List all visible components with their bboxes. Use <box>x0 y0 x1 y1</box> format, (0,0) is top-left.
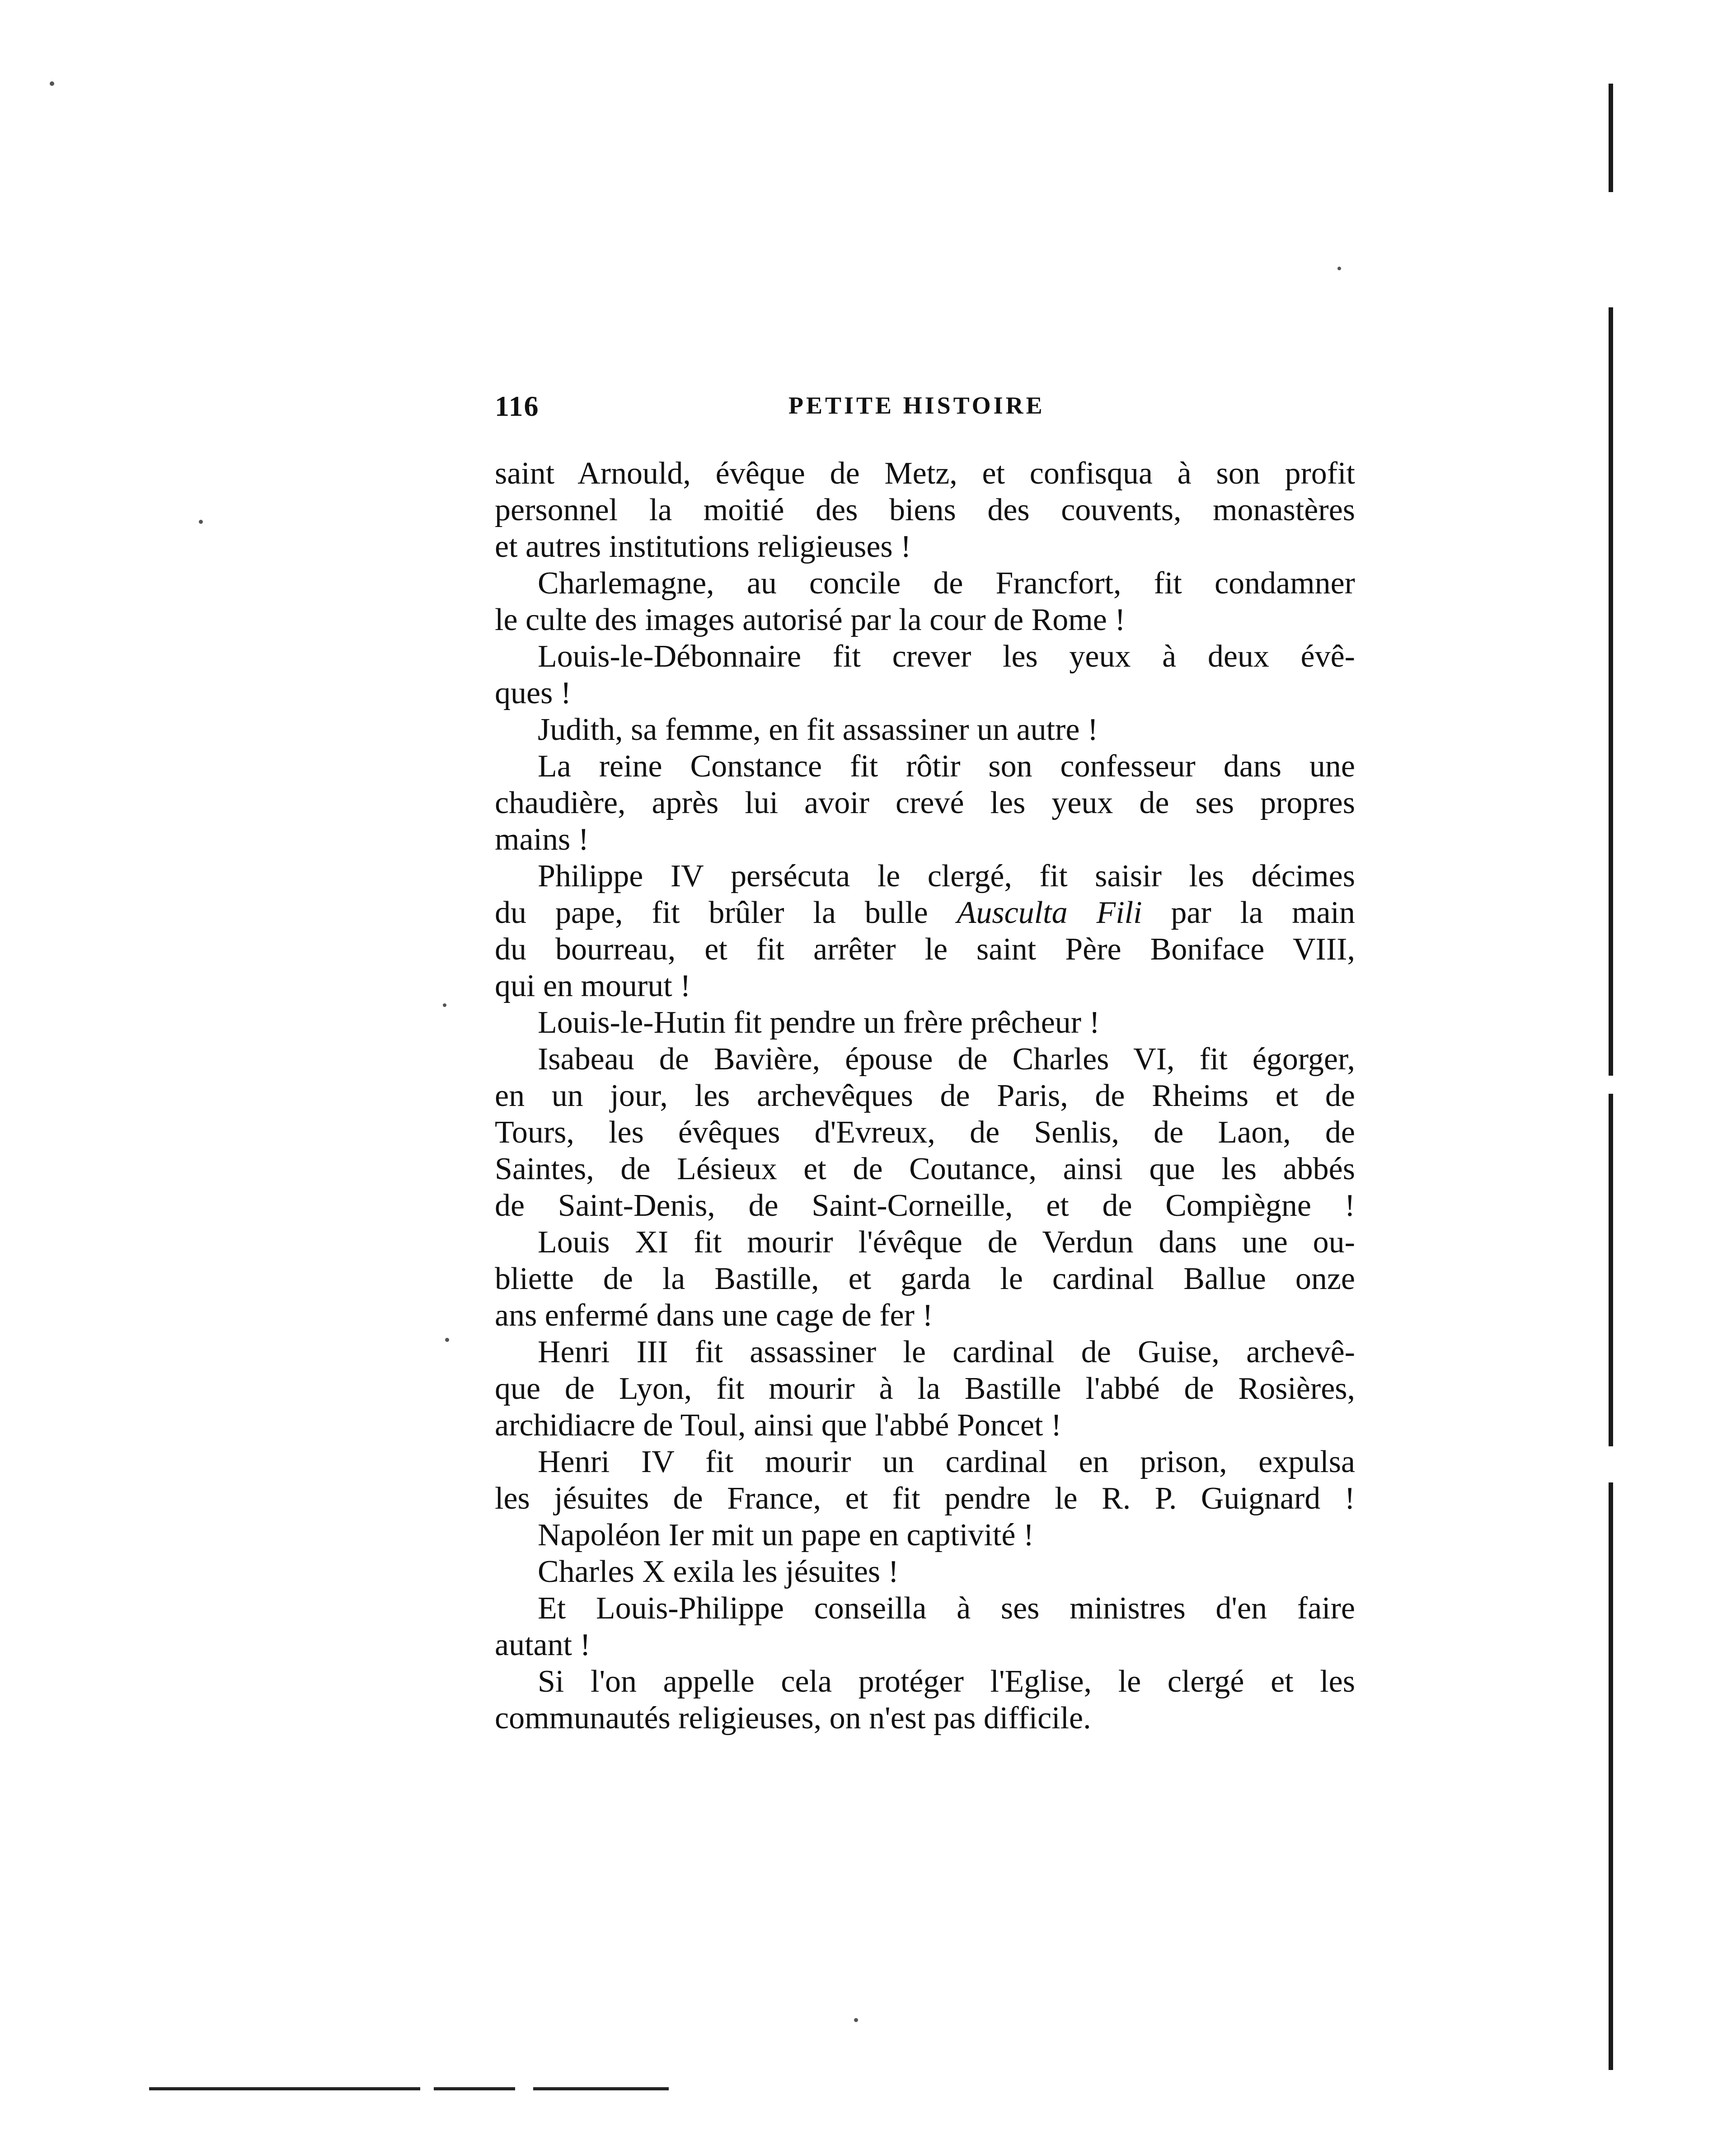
text-line: ques ! <box>495 676 572 710</box>
italic-title: Ausculta Fili <box>957 895 1142 930</box>
text-line: Henri IV fit mourir un cardinal en prison, expulsa <box>538 1444 1355 1479</box>
scan-edge-top <box>1609 84 1613 192</box>
text-line: en un jour, les archevêques de Paris, de Rheims et de <box>495 1078 1355 1113</box>
scan-speck <box>854 2018 858 2022</box>
text-line: Napoléon Ier mit un pape en captivité ! <box>538 1518 1034 1553</box>
scan-speck <box>50 81 54 86</box>
text-line: archidiacre de Toul, ainsi que l'abbé Poncet ! <box>495 1408 1062 1443</box>
text-line: de Saint-Denis, de Saint-Corneille, et de Compiègne ! <box>495 1188 1355 1223</box>
text-line: bliette de la Bastille, et garda le cardinal Ballue onze <box>495 1261 1355 1296</box>
text-line: Si l'on appelle cela protéger l'Eglise, le clergé et les <box>538 1664 1355 1699</box>
text-line: Judith, sa femme, en fit assassiner un autre ! <box>538 712 1098 747</box>
scan-edge-bottom <box>1609 1482 1613 2070</box>
text-line: Philippe IV persécuta le clergé, fit saisir les décimes <box>538 859 1355 894</box>
text-line: autant ! <box>495 1628 591 1662</box>
text-line: La reine Constance fit rôtir son confesseur dans une <box>538 749 1355 784</box>
text-line: Et Louis-Philippe conseilla à ses ministres d'en faire <box>538 1591 1355 1626</box>
text-line: personnel la moitié des biens des couvents, monastères <box>495 493 1355 527</box>
text-line: chaudière, après lui avoir crevé les yeux de ses propres <box>495 786 1355 820</box>
text-line: Tours, les évêques d'Evreux, de Senlis, de Laon, de <box>495 1115 1355 1150</box>
page-number: 116 <box>495 390 540 422</box>
running-head <box>495 390 1355 426</box>
scan-edge-middle <box>1609 307 1613 1076</box>
scan-speck <box>199 520 203 524</box>
text-line: Isabeau de Bavière, épouse de Charles VI, fit égorger, <box>538 1042 1355 1077</box>
text-line: Louis-le-Débonnaire fit crever les yeux à deux évê- <box>538 639 1355 674</box>
scan-speck <box>1337 267 1341 270</box>
scan-edge-lower <box>1609 1094 1613 1446</box>
text-line: Saintes, de Lésieux et de Coutance, ainsi que les abbés <box>495 1152 1355 1186</box>
text-line: que de Lyon, fit mourir à la Bastille l'abbé de Rosières, <box>495 1371 1355 1406</box>
scan-speck <box>445 1338 449 1342</box>
text-line: Charles X exila les jésuites ! <box>538 1554 899 1589</box>
text-line: communautés religieuses, on n'est pas difficile. <box>495 1701 1091 1736</box>
scan-rule-mid <box>434 2087 515 2090</box>
page-heading: PETITE HISTOIRE <box>788 392 1045 419</box>
text-line: ans enfermé dans une cage de fer ! <box>495 1298 933 1333</box>
text-line: et autres institutions religieuses ! <box>495 529 911 564</box>
text-line: Louis XI fit mourir l'évêque de Verdun dans une ou- <box>538 1225 1355 1260</box>
text-line: Louis-le-Hutin fit pendre un frère prêcheur ! <box>538 1005 1100 1040</box>
text-line: qui en mourut ! <box>495 969 691 1003</box>
text-line: du pape, fit brûler la bulle Ausculta Fili par la main <box>495 895 1355 930</box>
text-line: mains ! <box>495 822 589 857</box>
scan-rule-left <box>149 2087 420 2090</box>
scan-rule-right <box>533 2087 669 2090</box>
text-line: saint Arnould, évêque de Metz, et confisqua à son profit <box>495 456 1355 491</box>
text-line: Henri III fit assassiner le cardinal de Guise, archevê- <box>538 1335 1355 1369</box>
text-line: du bourreau, et fit arrêter le saint Père Boniface VIII, <box>495 932 1355 967</box>
text-line: Charlemagne, au concile de Francfort, fit condamner <box>538 566 1355 601</box>
text-line: le culte des images autorisé par la cour de Rome ! <box>495 602 1126 637</box>
text-line: les jésuites de France, et fit pendre le R. P. Guignard ! <box>495 1481 1355 1516</box>
scan-speck <box>443 1003 446 1007</box>
